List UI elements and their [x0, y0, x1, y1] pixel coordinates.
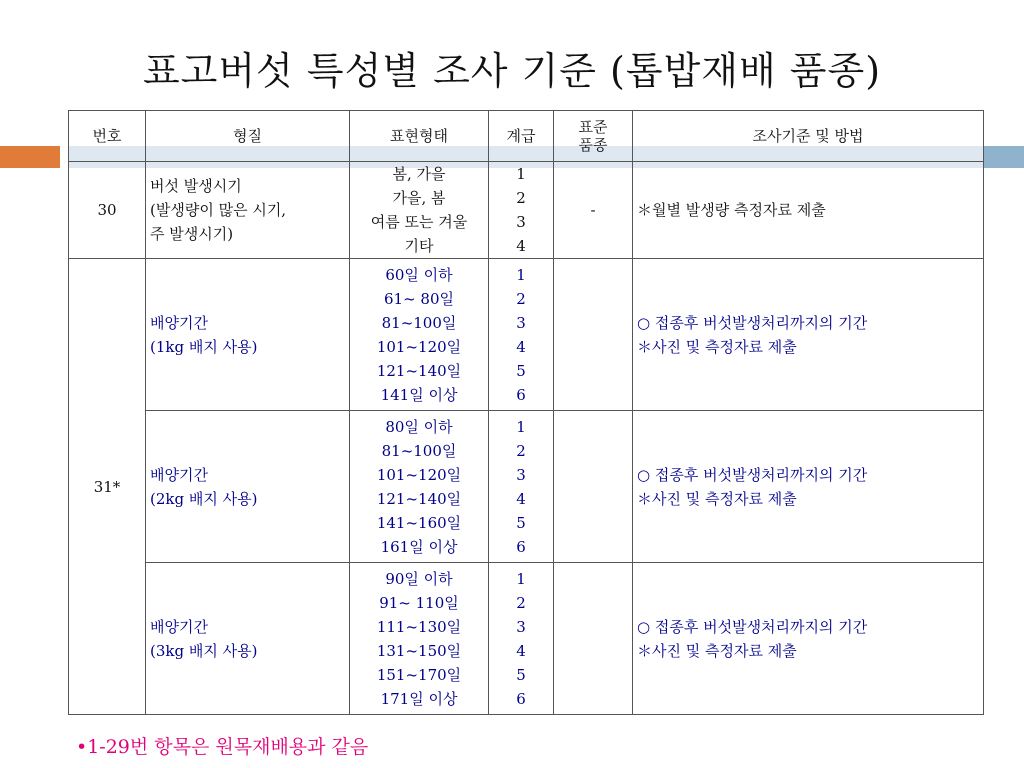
grade-line: 2 — [516, 189, 526, 207]
header-num: 번호 — [69, 111, 146, 162]
grade-line: 2 — [516, 593, 526, 612]
cell-num: 30 — [69, 162, 146, 259]
cell-grade — [489, 259, 554, 411]
grade-line: 6 — [516, 537, 526, 556]
trait-line: 배양기간 — [150, 465, 208, 484]
header-standard — [554, 111, 633, 162]
grade-line: 3 — [516, 465, 526, 484]
trait-line: (2kg 배지 사용) — [150, 489, 258, 508]
grade-line: 4 — [516, 237, 526, 255]
cell-trait — [146, 563, 350, 715]
method-line: ○ 접종후 버섯발생처리까지의 기간 — [637, 313, 868, 332]
header-trait: 형질 — [146, 111, 350, 162]
page-title: 표고버섯 특성별 조사 기준 (톱밥재배 품종) — [142, 49, 882, 93]
header-method: 조사기준 및 방법 — [633, 111, 984, 162]
header-expression: 표현형태 — [350, 111, 489, 162]
expression-line: 61~ 80일 — [383, 289, 454, 308]
table-row — [69, 259, 984, 411]
expression-line: 여름 또는 겨울 — [370, 213, 468, 231]
grade-line: 4 — [516, 337, 526, 356]
trait-line: 주 발생시기) — [150, 225, 234, 243]
grade-line: 3 — [516, 213, 526, 231]
expression-line: 90일 이하 — [385, 569, 453, 588]
expression-line: 141~160일 — [376, 513, 462, 532]
grade-line: 1 — [516, 569, 526, 588]
trait-line: 배양기간 — [150, 617, 208, 636]
trait-line: (3kg 배지 사용) — [150, 641, 258, 660]
table-row — [69, 162, 984, 259]
expression-line: 121~140일 — [376, 361, 462, 380]
cell-standard — [554, 563, 633, 715]
cell-expression — [350, 162, 489, 259]
header-standard-line2: 품종 — [578, 136, 608, 154]
grade-line: 3 — [516, 617, 526, 636]
grade-line: 3 — [516, 313, 526, 332]
cell-standard — [554, 411, 633, 563]
survey-criteria-table — [68, 110, 984, 715]
method-line: ○ 접종후 버섯발생처리까지의 기간 — [637, 617, 868, 636]
expression-line: 가을, 봄 — [392, 189, 446, 207]
expression-line: 111~130일 — [376, 617, 462, 636]
table-row — [69, 563, 984, 715]
expression-line: 131~150일 — [376, 641, 462, 660]
trait-line: (1kg 배지 사용) — [150, 337, 258, 356]
method-line: ＊사진 및 측정자료 제출 — [637, 337, 797, 356]
cell-grade — [489, 162, 554, 259]
cell-expression — [350, 411, 489, 563]
cell-standard — [554, 259, 633, 411]
method-line: ＊월별 발생량 측정자료 제출 — [637, 201, 826, 219]
grade-line: 1 — [516, 417, 526, 436]
grade-line: 1 — [516, 165, 526, 183]
expression-line: 81~100일 — [381, 313, 457, 332]
grade-line: 5 — [516, 361, 526, 380]
grade-line: 5 — [516, 665, 526, 684]
table-header-row — [69, 111, 984, 162]
table-row — [69, 411, 984, 563]
grade-line: 2 — [516, 289, 526, 308]
cell-expression — [350, 259, 489, 411]
cell-method — [633, 411, 984, 563]
cell-expression — [350, 563, 489, 715]
grade-line: 1 — [516, 265, 526, 284]
expression-line: 151~170일 — [376, 665, 462, 684]
grade-line: 6 — [516, 385, 526, 404]
trait-line: 버섯 발생시기 — [150, 177, 242, 195]
grade-line: 4 — [516, 641, 526, 660]
cell-standard: - — [554, 162, 633, 259]
cell-grade — [489, 411, 554, 563]
grade-line: 6 — [516, 689, 526, 708]
cell-num: 31* — [69, 259, 146, 715]
cell-method — [633, 563, 984, 715]
expression-line: 기타 — [404, 237, 434, 255]
method-line: ＊사진 및 측정자료 제출 — [637, 641, 797, 660]
method-line: ○ 접종후 버섯발생처리까지의 기간 — [637, 465, 868, 484]
expression-line: 80일 이하 — [385, 417, 453, 436]
cell-trait — [146, 162, 350, 259]
trait-line: 배양기간 — [150, 313, 208, 332]
accent-bar-left — [0, 146, 60, 168]
grade-line: 4 — [516, 489, 526, 508]
cell-method — [633, 259, 984, 411]
grade-line: 2 — [516, 441, 526, 460]
expression-line: 171일 이상 — [380, 689, 458, 708]
expression-line: 141일 이상 — [380, 385, 458, 404]
expression-line: 101~120일 — [376, 337, 462, 356]
header-standard-line1: 표준 — [578, 118, 608, 136]
cell-grade — [489, 563, 554, 715]
expression-line: 60일 이하 — [385, 265, 453, 284]
expression-line: 91~ 110일 — [379, 593, 459, 612]
expression-line: 161일 이상 — [380, 537, 458, 556]
trait-line: (발생량이 많은 시기, — [150, 201, 287, 219]
expression-line: 101~120일 — [376, 465, 462, 484]
footnote: •1-29번 항목은 원목재배용과 같음 — [76, 736, 369, 758]
accent-bar-right — [984, 146, 1024, 168]
grade-line: 5 — [516, 513, 526, 532]
header-grade: 계급 — [489, 111, 554, 162]
cell-method — [633, 162, 984, 259]
expression-line: 봄, 가을 — [392, 165, 446, 183]
expression-line: 81~100일 — [381, 441, 457, 460]
expression-line: 121~140일 — [376, 489, 462, 508]
method-line: ＊사진 및 측정자료 제출 — [637, 489, 797, 508]
cell-trait — [146, 259, 350, 411]
cell-trait — [146, 411, 350, 563]
